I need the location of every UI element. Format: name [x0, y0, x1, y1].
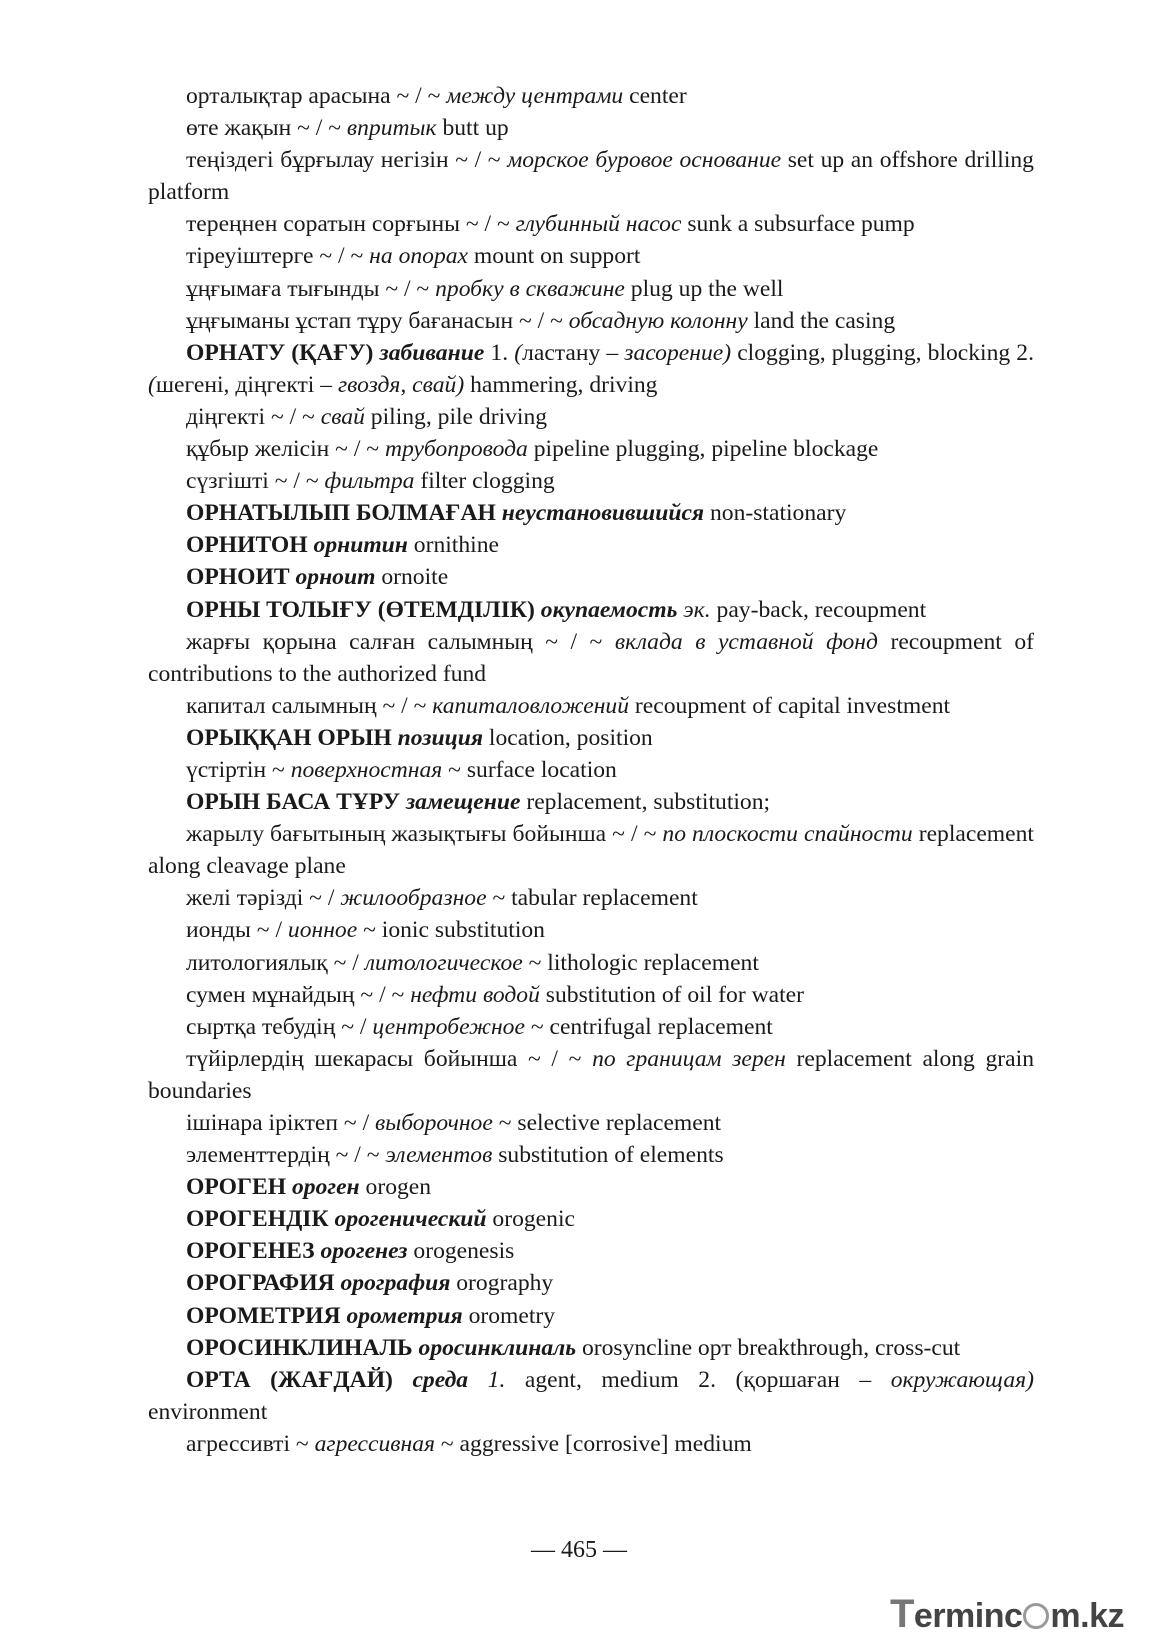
entry-text: butt up	[436, 115, 509, 142]
russian-term: трубопровода	[384, 436, 528, 463]
entry-text: replacement along cleavage plane	[148, 821, 1034, 880]
russian-term: вклада в уставной фонд	[614, 628, 878, 655]
entry-text: капитал салымның ~ / ~	[186, 692, 433, 719]
dictionary-entry	[148, 529, 1034, 561]
russian-headword: орогенез	[320, 1238, 408, 1265]
headword: ОРЫҚҚАН ОРЫН	[186, 724, 392, 751]
russian-headword: неустановившийся	[501, 500, 705, 527]
russian-term: (	[514, 339, 523, 366]
dictionary-entry	[148, 1235, 1034, 1267]
headword: ОРОГЕНДІК	[186, 1206, 329, 1233]
dictionary-entry	[148, 80, 1034, 112]
dictionary-entry	[148, 979, 1034, 1011]
russian-term: между центрами	[446, 83, 624, 109]
dictionary-entry	[148, 337, 1034, 401]
entry-text: діңгекті ~ / ~	[186, 403, 321, 430]
entry-text: сыртқа тебудің ~ /	[186, 1013, 373, 1040]
entry-text: environment	[148, 1398, 268, 1425]
headword: ОРНЫ ТОЛЫҒУ (ӨТЕМДІЛІК)	[186, 596, 535, 623]
dictionary-entry	[148, 754, 1034, 786]
headword: ОРНИТОН	[186, 532, 308, 559]
entry-text: replacement along grain boundaries	[148, 1045, 1034, 1104]
termincom-logo: Terminc m.kz	[889, 1592, 1124, 1636]
russian-headword: ороген	[291, 1174, 360, 1201]
entry-text: mount on support	[468, 243, 641, 270]
dictionary-entry	[148, 401, 1034, 433]
russian-headword: замещение	[405, 789, 521, 816]
russian-term: нефти водой	[410, 981, 540, 1008]
entry-text: орталықтар арасына ~ / ~	[186, 83, 447, 109]
dictionary-entry	[148, 1364, 1034, 1428]
russian-headword: позиция	[397, 724, 483, 751]
entry-text: ионды ~ /	[186, 917, 288, 944]
entry-text	[468, 1367, 488, 1393]
entry-text: ластану –	[522, 339, 625, 366]
russian-term: жилообразное	[340, 885, 487, 912]
entry-text	[393, 1367, 413, 1393]
entry-text: clogging, plugging, blocking 2.	[731, 339, 1035, 366]
entry-text: orogenesis	[407, 1238, 515, 1265]
dictionary-entry	[148, 1300, 1034, 1332]
dictionary-entry	[148, 1171, 1034, 1203]
entry-text: non-stationary	[704, 500, 847, 527]
russian-term: литологическое	[364, 949, 523, 976]
russian-term: окружающая)	[890, 1366, 1034, 1393]
entry-text: теңіздегі бұрғылау негізін ~ / ~	[186, 147, 508, 174]
entry-text: жарылу бағытының жазықтығы бойынша ~ / ~	[186, 821, 663, 848]
dictionary-entry	[148, 947, 1034, 979]
russian-headword: орография	[340, 1270, 451, 1297]
headword: ОРОГРАФИЯ	[186, 1270, 335, 1297]
entry-text: center	[623, 83, 687, 109]
entry-text: ornoite	[375, 564, 449, 591]
entry-text: агрессивті ~	[186, 1430, 315, 1457]
dictionary-entry	[148, 626, 1034, 690]
dictionary-entry	[148, 914, 1034, 946]
headword: ОРОГЕНЕЗ	[186, 1238, 315, 1265]
entry-text: orometry	[462, 1302, 556, 1329]
russian-term: ионное	[287, 917, 358, 944]
entry-text: ішінара іріктеп ~ /	[186, 1110, 376, 1136]
headword: ОРОМЕТРИЯ	[186, 1302, 341, 1329]
entry-text: жарғы қорына салған салымның ~ / ~	[186, 628, 615, 655]
entry-text: land the casing	[747, 307, 896, 334]
russian-headword: окупаемость	[540, 596, 678, 623]
headword: ОРТА (ЖАҒДАЙ)	[186, 1366, 393, 1393]
russian-term: выборочное	[375, 1110, 493, 1136]
russian-term: впритык	[346, 115, 437, 142]
russian-headword: забивание	[379, 339, 485, 366]
entry-text: өте жақын ~ / ~	[186, 115, 347, 142]
russian-headword: орноит	[295, 564, 376, 591]
headword: ОРНАТУ (ҚАҒУ)	[186, 339, 374, 366]
entry-text: ~ centrifugal replacement	[524, 1013, 773, 1040]
russian-term: фильтра	[324, 468, 415, 495]
russian-term: элементов	[385, 1142, 493, 1169]
dictionary-entry	[148, 1332, 1034, 1364]
dictionary-entry	[148, 112, 1034, 144]
entry-text: piling, pile driving	[364, 403, 548, 430]
dictionary-entry	[148, 594, 1034, 626]
entry-text: hammering, driving	[464, 371, 658, 398]
entry-text: ~ selective replacement	[492, 1110, 722, 1136]
entry-text: replacement, substitution;	[520, 789, 771, 816]
entry-text: ұңғыманы ұстап тұру бағанасын ~ / ~	[186, 307, 569, 334]
entry-text: orosyncline орт breakthrough, cross-cut	[576, 1334, 961, 1361]
entry-text: тіреуіштерге ~ / ~	[186, 243, 370, 270]
russian-term: обсадную колонну	[568, 307, 748, 334]
entry-text: ornithine	[407, 532, 499, 559]
russian-term: на опорах	[369, 243, 469, 270]
russian-term: центробежное	[372, 1013, 525, 1040]
russian-term: засорение)	[624, 339, 732, 366]
entry-text: ұңғымаға тығынды ~ / ~	[186, 275, 436, 302]
entry-text: ~ tabular replacement	[486, 885, 698, 912]
entry-text: түйірлердің шекарасы бойынша ~ / ~	[186, 1045, 593, 1072]
russian-term: (	[148, 371, 156, 398]
entry-text: agent, medium 2. (қоршаған –	[505, 1366, 891, 1393]
dictionary-entry	[148, 1011, 1034, 1043]
entry-text: сумен мұнайдың ~ / ~	[186, 981, 411, 1008]
entry-text: сүзгішті ~ / ~	[186, 468, 325, 495]
entry-text: substitution of oil for water	[539, 981, 804, 1008]
dictionary-entry	[148, 1107, 1034, 1139]
russian-term: свай	[320, 403, 365, 430]
entry-text: элементтердің ~ / ~	[186, 1142, 386, 1169]
entry-text: recoupment of contributions to the authorized fund	[148, 628, 1034, 687]
dictionary-entry	[148, 882, 1034, 914]
headword: ОРОСИНКЛИНАЛЬ	[186, 1334, 413, 1361]
russian-headword: орогенический	[334, 1206, 487, 1233]
russian-term: пробку в скважине	[435, 275, 625, 302]
entry-text: orography	[450, 1270, 554, 1297]
dictionary-entry	[148, 433, 1034, 465]
headword: ОРЫН БАСА ТҰРУ	[186, 789, 401, 816]
headword: ОРНОИТ	[186, 564, 290, 591]
entry-text: ~ surface location	[442, 756, 617, 783]
entry-text: ~ lithologic replacement	[522, 949, 759, 976]
entry-text: желі тәрізді ~ /	[186, 885, 341, 912]
entry-text: үстіртін ~	[186, 756, 291, 783]
entry-text: литологиялық ~ /	[186, 949, 365, 976]
russian-term: гвоздя, свай)	[337, 371, 465, 398]
russian-headword: среда	[412, 1366, 469, 1393]
russian-term: агрессивная	[314, 1430, 435, 1457]
entry-text: location, position	[482, 724, 653, 751]
dictionary-entry	[148, 497, 1034, 529]
dictionary-entry	[148, 1139, 1034, 1171]
dictionary-entry	[148, 1043, 1034, 1107]
entry-text: orogenic	[486, 1206, 575, 1233]
dictionary-entry	[148, 690, 1034, 722]
entry-text: ~ ionic substitution	[357, 917, 545, 944]
dictionary-entry	[148, 240, 1034, 272]
dictionary-entry	[148, 561, 1034, 593]
dictionary-entry	[148, 818, 1034, 882]
russian-headword: орометрия	[346, 1302, 463, 1329]
russian-term: глубинный насос	[515, 211, 682, 238]
dictionary-entry	[148, 208, 1034, 240]
entry-text: құбыр желісін ~ / ~	[186, 436, 385, 463]
russian-term: морское буровое основание	[507, 147, 782, 174]
russian-term: 1.	[487, 1366, 506, 1393]
dictionary-entry	[148, 1428, 1034, 1460]
entry-text: filter clogging	[414, 468, 555, 495]
russian-term: эк.	[683, 596, 711, 623]
headword: ОРОГЕН	[186, 1174, 287, 1201]
entry-text: sunk a subsurface pump	[681, 211, 915, 238]
russian-term: поверхностная	[290, 756, 443, 783]
russian-headword: оросинклиналь	[418, 1334, 577, 1361]
headword: ОРНАТЫЛЫП БОЛМАҒАН	[186, 500, 496, 527]
page-number: — 465 —	[531, 1537, 627, 1563]
entry-text: orogen	[359, 1174, 432, 1201]
dictionary-entry	[148, 1203, 1034, 1235]
entry-text: substitution of elements	[492, 1142, 724, 1169]
russian-term: по плоскости спайности	[662, 821, 913, 848]
dictionary-entry	[148, 722, 1034, 754]
dictionary-entry	[148, 273, 1034, 305]
entry-text: set up an offshore drilling platform	[148, 147, 1034, 206]
dictionary-entry	[148, 1267, 1034, 1299]
dictionary-page-body	[148, 80, 1034, 1460]
entry-text: recoupment of capital investment	[629, 692, 951, 719]
entry-text: pipeline plugging, pipeline blockage	[527, 436, 879, 463]
russian-headword: орнитин	[313, 532, 408, 559]
entry-text: plug up the well	[624, 275, 784, 302]
entry-text: шегені, діңгекті –	[155, 371, 338, 398]
dictionary-entry	[148, 305, 1034, 337]
entry-text: ~ aggressive [corrosive] medium	[434, 1430, 752, 1457]
russian-term: по границам зерен	[592, 1045, 786, 1072]
dictionary-entry	[148, 465, 1034, 497]
dictionary-entry	[148, 786, 1034, 818]
entry-text: 1.	[484, 339, 515, 366]
russian-term: капиталовложений	[432, 692, 630, 719]
entry-text: pay-back, recoupment	[710, 596, 927, 623]
entry-text: тереңнен соратын сорғыны ~ / ~	[186, 211, 516, 238]
dictionary-entry	[148, 144, 1034, 208]
